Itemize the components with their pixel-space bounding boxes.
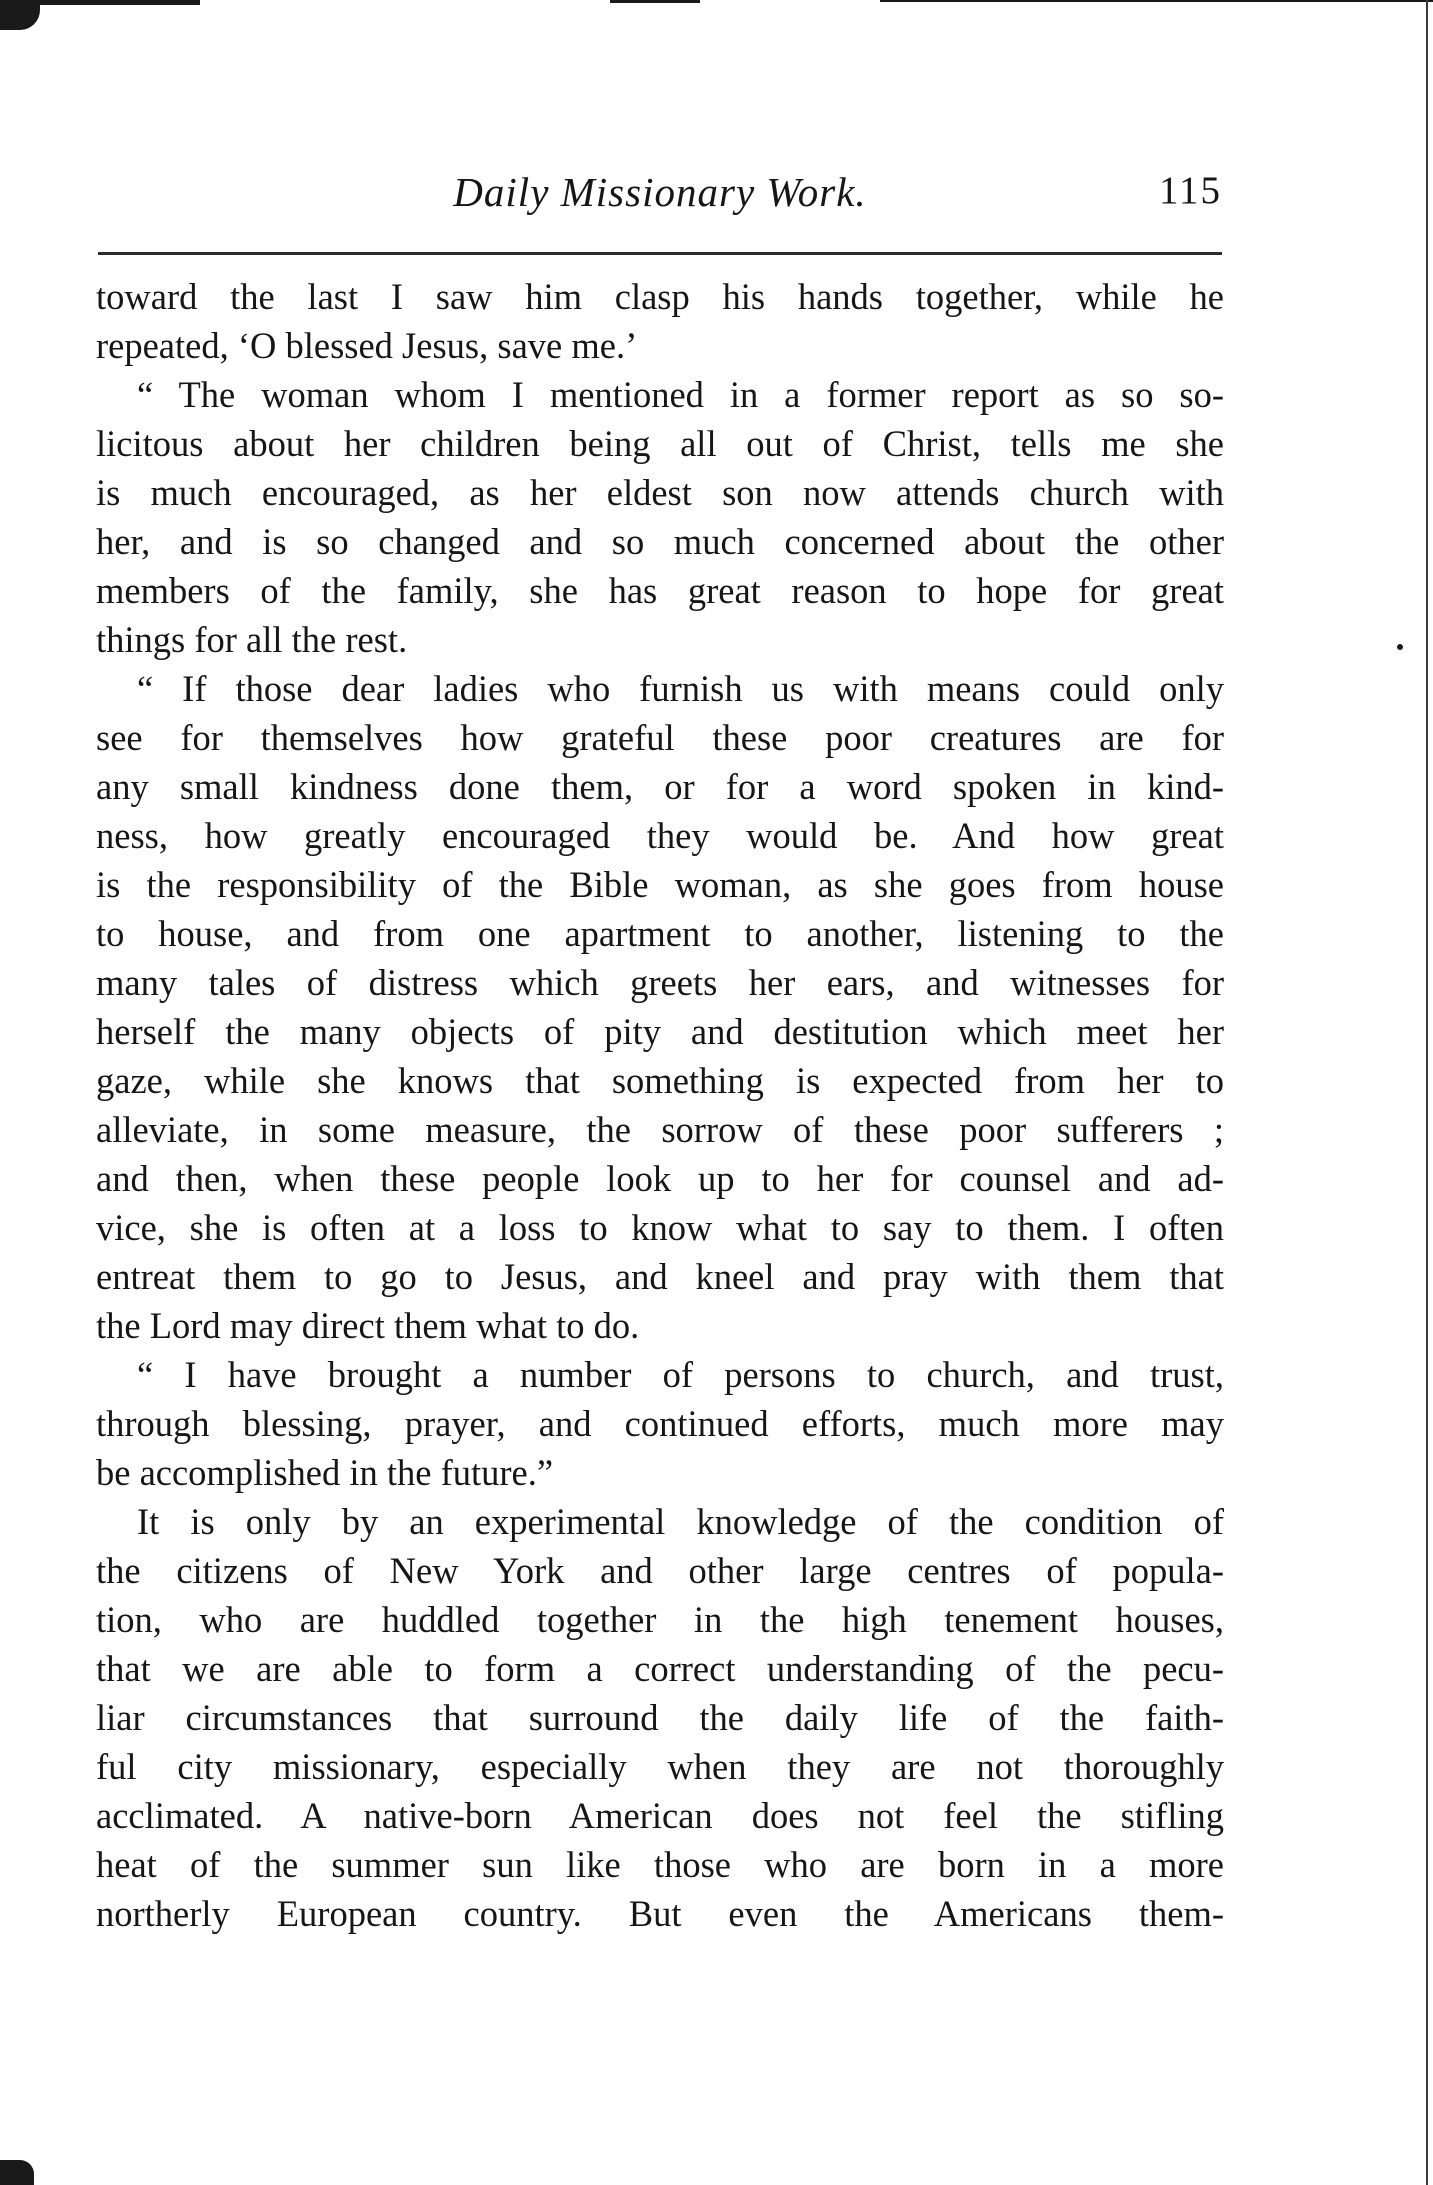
text-line: licitous about her children being all out of Christ, tells me she xyxy=(96,423,1224,464)
text-line: heat of the summer sun like those who are born in a more xyxy=(96,1844,1224,1885)
page-header xyxy=(98,168,1222,228)
text-line: It is only by an experimental knowledge of the condition of xyxy=(137,1501,1224,1542)
header-rule xyxy=(98,252,1222,255)
text-line: vice, she is often at a loss to know what to say to them. I often xyxy=(96,1207,1224,1248)
text-line: through blessing, prayer, and continued efforts, much more may xyxy=(96,1403,1224,1444)
text-line: and then, when these people look up to her for counsel and ad- xyxy=(96,1158,1224,1199)
text-line: members of the family, she has great reason to hope for great xyxy=(96,570,1224,611)
text-line: many tales of distress which greets her ears, and witnesses for xyxy=(96,962,1224,1003)
scan-mark-top-left-blot xyxy=(0,0,40,30)
text-line: ful city missionary, especially when they are not thoroughly xyxy=(96,1746,1224,1787)
text-line: acclimated. A native-born American does not feel the stifling xyxy=(96,1795,1224,1836)
text-line: be accomplished in the future.” xyxy=(96,1452,554,1493)
scan-mark-bottom-left xyxy=(0,2160,34,2185)
text-line: “ If those dear ladies who furnish us with means could only xyxy=(137,668,1224,709)
scan-mark-right-edge xyxy=(1426,0,1428,2185)
text-line: “ I have brought a number of persons to church, and trust, xyxy=(137,1354,1224,1395)
text-line: the citizens of New York and other large centres of popula- xyxy=(96,1550,1224,1591)
scan-mark-top-center xyxy=(610,0,700,3)
text-line: see for themselves how grateful these poor creatures are for xyxy=(96,717,1224,758)
text-line: to house, and from one apartment to another, listening to the xyxy=(96,913,1224,954)
text-line: tion, who are huddled together in the high tenement houses, xyxy=(96,1599,1224,1640)
text-line: toward the last I saw him clasp his hands together, while he xyxy=(96,276,1224,317)
page-number: 115 xyxy=(1158,169,1222,212)
text-line: gaze, while she knows that something is expected from her to xyxy=(96,1060,1224,1101)
text-line: liar circumstances that surround the daily life of the faith- xyxy=(96,1697,1224,1738)
text-line: things for all the rest. xyxy=(96,619,408,660)
text-line: that we are able to form a correct understanding of the pecu- xyxy=(96,1648,1224,1689)
scan-mark-top-right xyxy=(880,0,1433,2)
text-line: any small kindness done them, or for a word spoken in kind- xyxy=(96,766,1224,807)
text-line: is the responsibility of the Bible woman, as she goes from house xyxy=(96,864,1224,905)
text-line: ness, how greatly encouraged they would be. And how great xyxy=(96,815,1224,856)
text-line: alleviate, in some measure, the sorrow of these poor sufferers ; xyxy=(96,1109,1224,1150)
text-line: northerly European country. But even the Americans them- xyxy=(96,1893,1224,1934)
text-line: is much encouraged, as her eldest son now attends church with xyxy=(96,472,1224,513)
scan-dot xyxy=(1397,644,1403,650)
text-line: “ The woman whom I mentioned in a former report as so so- xyxy=(137,374,1224,415)
text-line: her, and is so changed and so much concerned about the other xyxy=(96,521,1224,562)
text-line: the Lord may direct them what to do. xyxy=(96,1305,640,1346)
text-line: repeated, ‘O blessed Jesus, save me.’ xyxy=(96,325,638,366)
text-line: entreat them to go to Jesus, and kneel and pray with them that xyxy=(96,1256,1224,1297)
running-title: Daily Missionary Work. xyxy=(453,169,867,215)
text-line: herself the many objects of pity and destitution which meet her xyxy=(96,1011,1224,1052)
body-text xyxy=(96,272,1224,1938)
